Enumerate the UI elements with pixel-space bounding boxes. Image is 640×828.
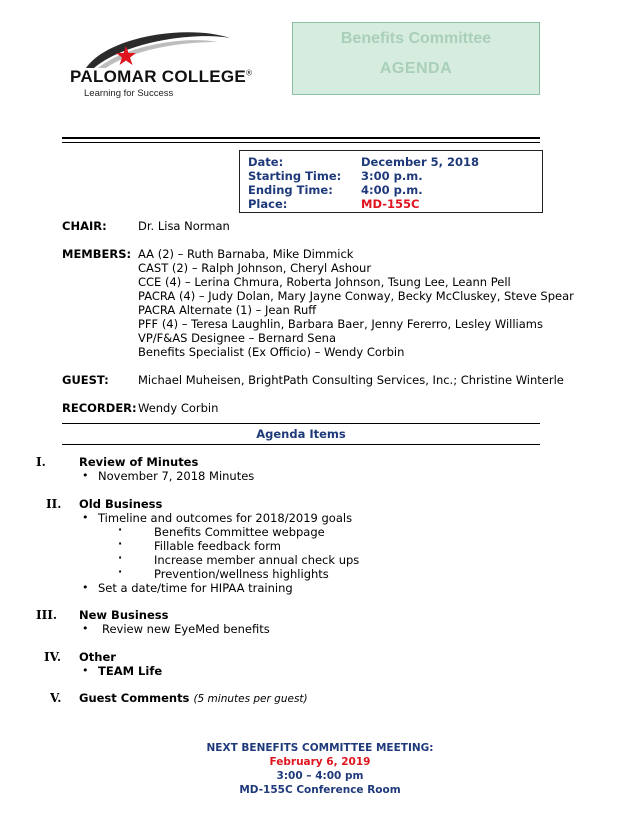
section-title-review-of-minutes: Review of Minutes [79, 455, 199, 469]
member-line: PFF (4) – Teresa Laughlin, Barbara Baer, Jenny Fererro, Lesley Williams [138, 317, 543, 331]
info-value: December 5, 2018 [361, 155, 480, 169]
section-numeral: II. [46, 497, 62, 511]
palomar-college-logo [68, 28, 253, 108]
next-meeting-place: MD-155C Conference Room [239, 784, 401, 796]
section-title-old-business: Old Business [79, 497, 163, 511]
section-title-other: Other [79, 650, 116, 664]
guest-label: GUEST: [62, 373, 109, 387]
info-label: Date: [248, 155, 284, 169]
title-box [292, 22, 540, 95]
sub-bullet-icon: · [118, 551, 123, 564]
section-numeral: I. [36, 455, 46, 469]
member-line: CAST (2) – Ralph Johnson, Cheryl Ashour [138, 261, 372, 275]
info-value: 3:00 p.m. [361, 169, 423, 183]
chair-label: CHAIR: [62, 219, 107, 233]
member-line: AA (2) – Ruth Barnaba, Mike Dimmick [138, 247, 354, 261]
section-numeral: III. [36, 608, 58, 622]
member-line: PACRA Alternate (1) – Jean Ruff [138, 303, 317, 317]
section-numeral: IV. [44, 650, 62, 664]
agenda-title: AGENDA [379, 60, 453, 77]
bullet-icon: • [82, 581, 89, 594]
committee-title: Benefits Committee [340, 30, 492, 47]
chair-name: Dr. Lisa Norman [138, 219, 230, 233]
logo-name: PALOMAR COLLEGE [70, 67, 247, 86]
next-meeting-time: 3:00 – 4:00 pm [276, 770, 364, 782]
members-label: MEMBERS: [62, 247, 132, 261]
guest-comments-note: (5 minutes per guest) [193, 693, 308, 705]
agenda-subitem: Prevention/wellness highlights [154, 567, 329, 581]
logo-registered-mark: ® [246, 68, 253, 78]
sub-bullet-icon: · [118, 523, 123, 536]
bullet-icon: • [82, 511, 89, 524]
bullet-icon: • [82, 469, 89, 482]
section-title-guest-comments [79, 691, 308, 705]
member-line: PACRA (4) – Judy Dolan, Mary Jayne Conway, Becky McCluskey, Steve Spear [138, 289, 574, 303]
guest-names: Michael Muheisen, BrightPath Consulting Services, Inc.; Christine Winterle [138, 373, 564, 387]
logo-tagline: Learning for Success [84, 88, 174, 99]
section-numeral: V. [50, 691, 62, 705]
recorder-name: Wendy Corbin [138, 401, 219, 415]
agenda-subitem: Fillable feedback form [154, 539, 281, 553]
info-label: Place: [248, 197, 288, 211]
agenda-item: Set a date/time for HIPAA training [98, 581, 293, 595]
meeting-info-box [239, 150, 543, 213]
guest-comments-title: Guest Comments [79, 691, 190, 705]
member-line: Benefits Specialist (Ex Officio) – Wendy Corbin [138, 345, 405, 359]
agenda-items-label: Agenda Items [256, 427, 346, 441]
header-divider [62, 137, 540, 143]
agenda-subitem: Increase member annual check ups [154, 553, 360, 567]
info-label: Starting Time: [248, 169, 342, 183]
agenda-item: Review new EyeMed benefits [102, 622, 270, 636]
agenda-items-header [62, 423, 540, 445]
sub-bullet-icon: · [118, 537, 123, 550]
sub-bullet-icon: · [118, 565, 123, 578]
recorder-label: RECORDER: [62, 401, 137, 415]
agenda-item: November 7, 2018 Minutes [98, 469, 255, 483]
bullet-icon: • [82, 622, 89, 635]
info-value: 4:00 p.m. [361, 183, 423, 197]
next-meeting-date: February 6, 2019 [269, 756, 371, 768]
info-value: MD-155C [361, 197, 420, 211]
section-title-new-business: New Business [79, 608, 169, 622]
agenda-subitem: Benefits Committee webpage [154, 525, 325, 539]
member-line: VP/F&AS Designee – Bernard Sena [138, 331, 337, 345]
bullet-icon: • [82, 664, 89, 677]
agenda-item: TEAM Life [98, 664, 163, 678]
info-label: Ending Time: [248, 183, 333, 197]
member-line: CCE (4) – Lerina Chmura, Roberta Johnson, Tsung Lee, Leann Pell [138, 275, 511, 289]
agenda-item: Timeline and outcomes for 2018/2019 goals [98, 511, 353, 525]
next-meeting-heading: NEXT BENEFITS COMMITTEE MEETING: [206, 742, 434, 754]
